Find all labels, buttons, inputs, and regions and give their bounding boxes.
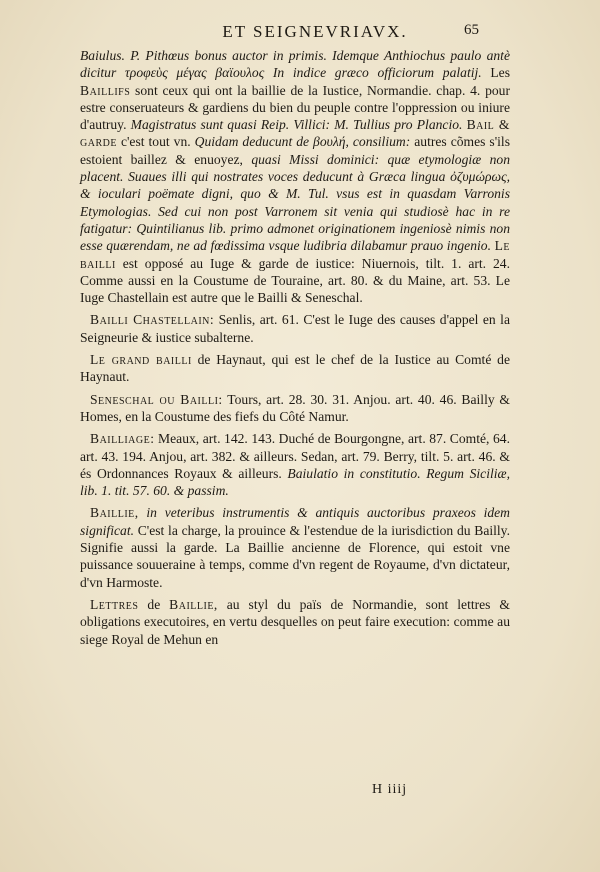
text-run: Senlis, art. 61. C'est le Iuge des causes d'appel en la Seigneurie & iustice subalterne. <box>80 312 510 345</box>
latin-gloss: in veteribus instrumentis & antiquis auctoribus praxeos idem significat. <box>80 505 510 538</box>
rubric-term: Seneschal ou Bailli: <box>90 391 223 407</box>
paragraph <box>80 430 510 499</box>
latin-gloss: quasi Missi dominici: quæ etymologiæ non placent. Suaues illi qui nostrates voces deducunt à Græca lingua ὀζυμώρως, & ioculari poëmate digni, quo & M. Tul. vsus est in quasdam Varronis Etymologias. Sed cui non post Varronem sit venia qui studiosè hac in re fatigatur: Quintilianus lib. primo admonet originationem ingeniosè nimis non esse quærendam, ne ad fœdissima vsque ludibria dilabamur prauo ingenio. <box>80 151 510 254</box>
latin-gloss: Magistratus sunt quasi Reip. Villici: M. Tullius pro Plancio. <box>130 117 463 133</box>
text-run: de Haynaut, qui est le chef de la Iustice au Comté de Haynaut. <box>80 352 510 385</box>
page-number: 65 <box>464 22 479 38</box>
latin-gloss: Baiulus. P. Pithœus bonus auctor in primis. Idemque Anthiochus paulo antè dicitur τροφεὺς μέγας βαϊουλος In indice græco officiorum palatij. <box>80 48 510 81</box>
text-run: Les <box>481 65 510 81</box>
text-run: sont ceux qui ont la baillie de la Iustice, Normandie. chap. 4. pour estre conseruateurs & gardiens du bien du peuple contre l'oppression ou iniure d'autruy. <box>80 82 510 133</box>
text-run: Meaux, art. 142. 143. Duché de Bourgongne, art. 87. Comté, 64. art. 43. 194. Anjou, art. 382. & ailleurs. Sedan, art. 79. Berry, tilt. 5. art. 46. & és Ordonnances Royaux & ailleurs. <box>80 431 510 481</box>
paragraph <box>80 596 510 648</box>
text-run: Tours, art. 28. 30. 31. Anjou. art. 40. 46. Bailly & Homes, en la Coustume des fiefs du Côté Namur. <box>80 391 510 424</box>
rubric-term: Bail & garde <box>80 117 511 150</box>
signature-mark: H iiij <box>372 782 408 797</box>
running-header: ET SEIGNEVRIAVX. <box>222 22 408 41</box>
text-run: autres cõmes s'ils estoient baillez & enuoyez, <box>80 134 510 167</box>
rubric-term: Bailliage: <box>90 431 155 447</box>
rubric-term: Le grand bailli <box>90 352 192 368</box>
text-run: est opposé au Iuge & garde de iustice: Niuernois, tilt. 1. art. 24. Comme aussi en la Coustume de Touraine, art. 80. & du Maine, art. 53. Le Iuge Chastellain est autre que le Bailli & Seneschal. <box>80 255 510 306</box>
text-run: de <box>138 596 170 612</box>
latin-gloss: Quidam deducunt de βουλή, consilium: <box>194 134 411 150</box>
rubric-term: Le bailli <box>80 238 511 271</box>
paragraph <box>80 504 510 590</box>
paragraph <box>80 391 510 426</box>
rubric-term: Bailli Chastellain: <box>90 312 215 328</box>
rubric-term: Baillie, <box>169 596 218 612</box>
text-run: C'est la charge, la prouince & l'estendue de la iurisdiction du Bailly. Signifie aussi la garde. La Baillie ancienne de Florence, qui estoit vne puissance souueraine à temps, comme d'vn regent de Royaume, d'vn dictateur, d'vn Harmoste. <box>80 522 510 590</box>
latin-gloss: Baiulatio in constitutio. Regum Siciliæ, lib. 1. tit. 57. 60. & passim. <box>80 465 510 499</box>
text-body <box>80 47 510 653</box>
text-run: c'est tout vn. <box>116 134 195 150</box>
paragraph <box>80 47 510 306</box>
paragraph <box>80 311 510 346</box>
rubric-term: Baillifs <box>80 82 131 98</box>
paragraph <box>80 351 510 386</box>
rubric-term: Lettres <box>90 596 139 612</box>
text-run: au styl du païs de Normandie, sont lettres & obligations executoires, en vertu desquelles on peut faire execution: comme au siege Royal de Mehun en <box>80 596 510 647</box>
rubric-term: Baillie, <box>90 505 139 521</box>
